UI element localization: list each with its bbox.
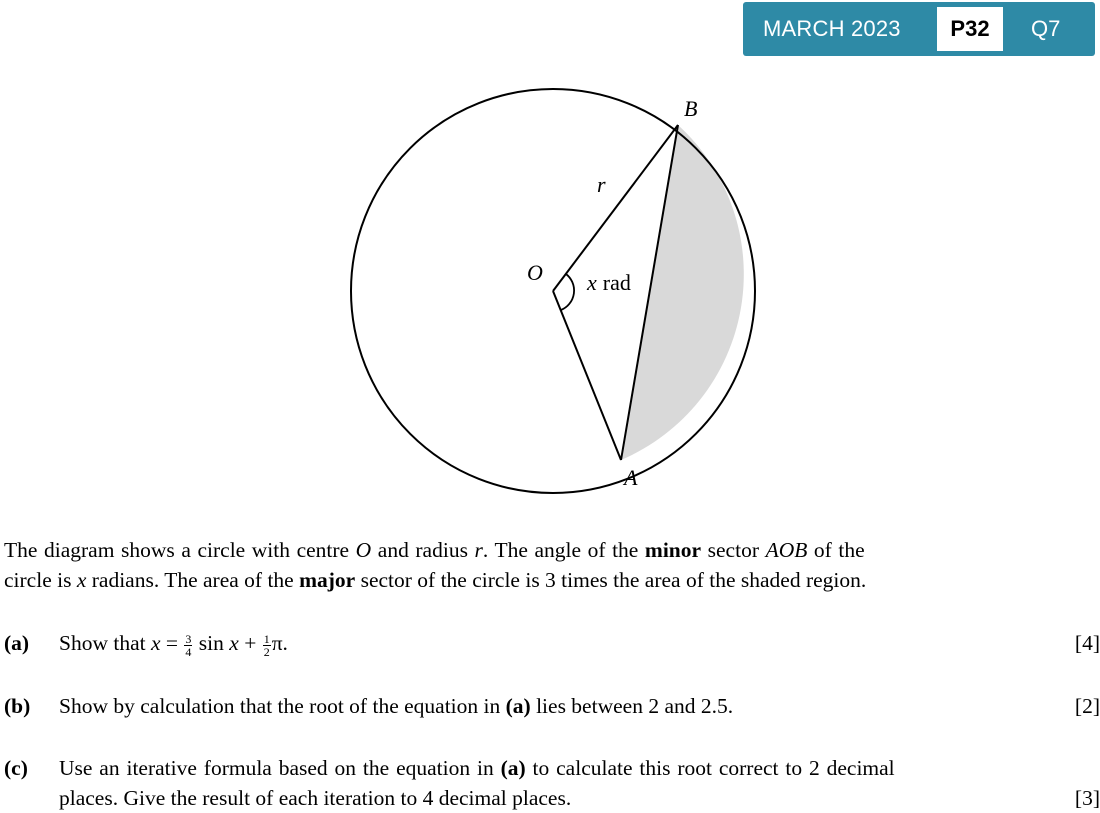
intro-text: The diagram shows a circle with centre (4, 538, 356, 562)
part-a-variable: x (150, 631, 161, 655)
part-a-equals: = (160, 631, 184, 655)
part-c-marks: [3] (1074, 786, 1100, 810)
part-c-label: (c) (4, 756, 28, 780)
part-b-text (59, 691, 733, 721)
fraction-denominator: 2 (263, 644, 270, 659)
fraction-one-half (263, 633, 271, 658)
intro-angle-variable: x (76, 568, 87, 592)
part-b-reference: (a) (505, 694, 531, 718)
exam-month: MARCH 2023 (763, 16, 901, 41)
radius-r-label: r (597, 172, 606, 197)
part-b-suffix: lies between 2 and 2.5. (530, 694, 734, 718)
intro-line-2 (4, 565, 1100, 595)
intro-major-emphasis: major (299, 568, 356, 592)
point-a-label: A (624, 465, 638, 490)
fraction-three-quarters (184, 633, 192, 658)
part-c-reference: (a) (500, 756, 526, 780)
part-b-label: (b) (4, 694, 31, 718)
part-a-label: (a) (4, 631, 30, 655)
part-c-suffix: to calculate this root correct to 2 decimal (525, 756, 895, 780)
part-a-prefix: Show that (59, 631, 151, 655)
part-a-text (59, 628, 288, 658)
intro-text: sector (701, 538, 766, 562)
part-a-pi: π. (271, 631, 288, 655)
point-b-label: B (684, 96, 698, 121)
intro-text: . The angle of the (482, 538, 645, 562)
question-intro (4, 535, 1100, 595)
part-c-text (59, 753, 1100, 813)
centre-o-label: O (527, 260, 543, 285)
intro-radius: r (474, 538, 483, 562)
part-b-marks: [2] (1074, 694, 1100, 718)
radius-oa (553, 291, 621, 460)
part-b-prefix: Show by calculation that the root of the equation in (59, 694, 506, 718)
intro-text: circle is (4, 568, 77, 592)
fraction-numerator: 1 (263, 631, 270, 646)
intro-minor-emphasis: minor (644, 538, 702, 562)
intro-centre: O (355, 538, 372, 562)
part-c-prefix: Use an iterative formula based on the equation in (59, 756, 501, 780)
fraction-denominator: 4 (185, 644, 192, 659)
intro-text: and radius (371, 538, 475, 562)
part-c-line-1 (59, 753, 1100, 783)
intro-sector-name: AOB (765, 538, 808, 562)
fraction-numerator: 3 (185, 631, 192, 646)
part-a-marks: [4] (1074, 631, 1100, 655)
exam-question-number: Q7 (1031, 16, 1061, 41)
exam-paper: P32 (937, 7, 1003, 51)
part-c (4, 753, 1100, 813)
intro-text: radians. The area of the (86, 568, 300, 592)
part-a (4, 628, 1100, 662)
intro-text: sector of the circle is 3 times the area of the shaded region. (355, 568, 867, 592)
intro-line-1 (4, 535, 1100, 565)
part-a-plus: + (238, 631, 262, 655)
angle-label (586, 270, 631, 295)
angle-unit: rad (602, 270, 631, 295)
intro-text: of the (807, 538, 865, 562)
angle-variable: x (587, 270, 597, 295)
part-c-line-2: places. Give the result of each iteration to 4 decimal places. (59, 786, 572, 810)
part-a-variable: x (229, 631, 239, 655)
part-a-sin: sin (193, 631, 230, 655)
